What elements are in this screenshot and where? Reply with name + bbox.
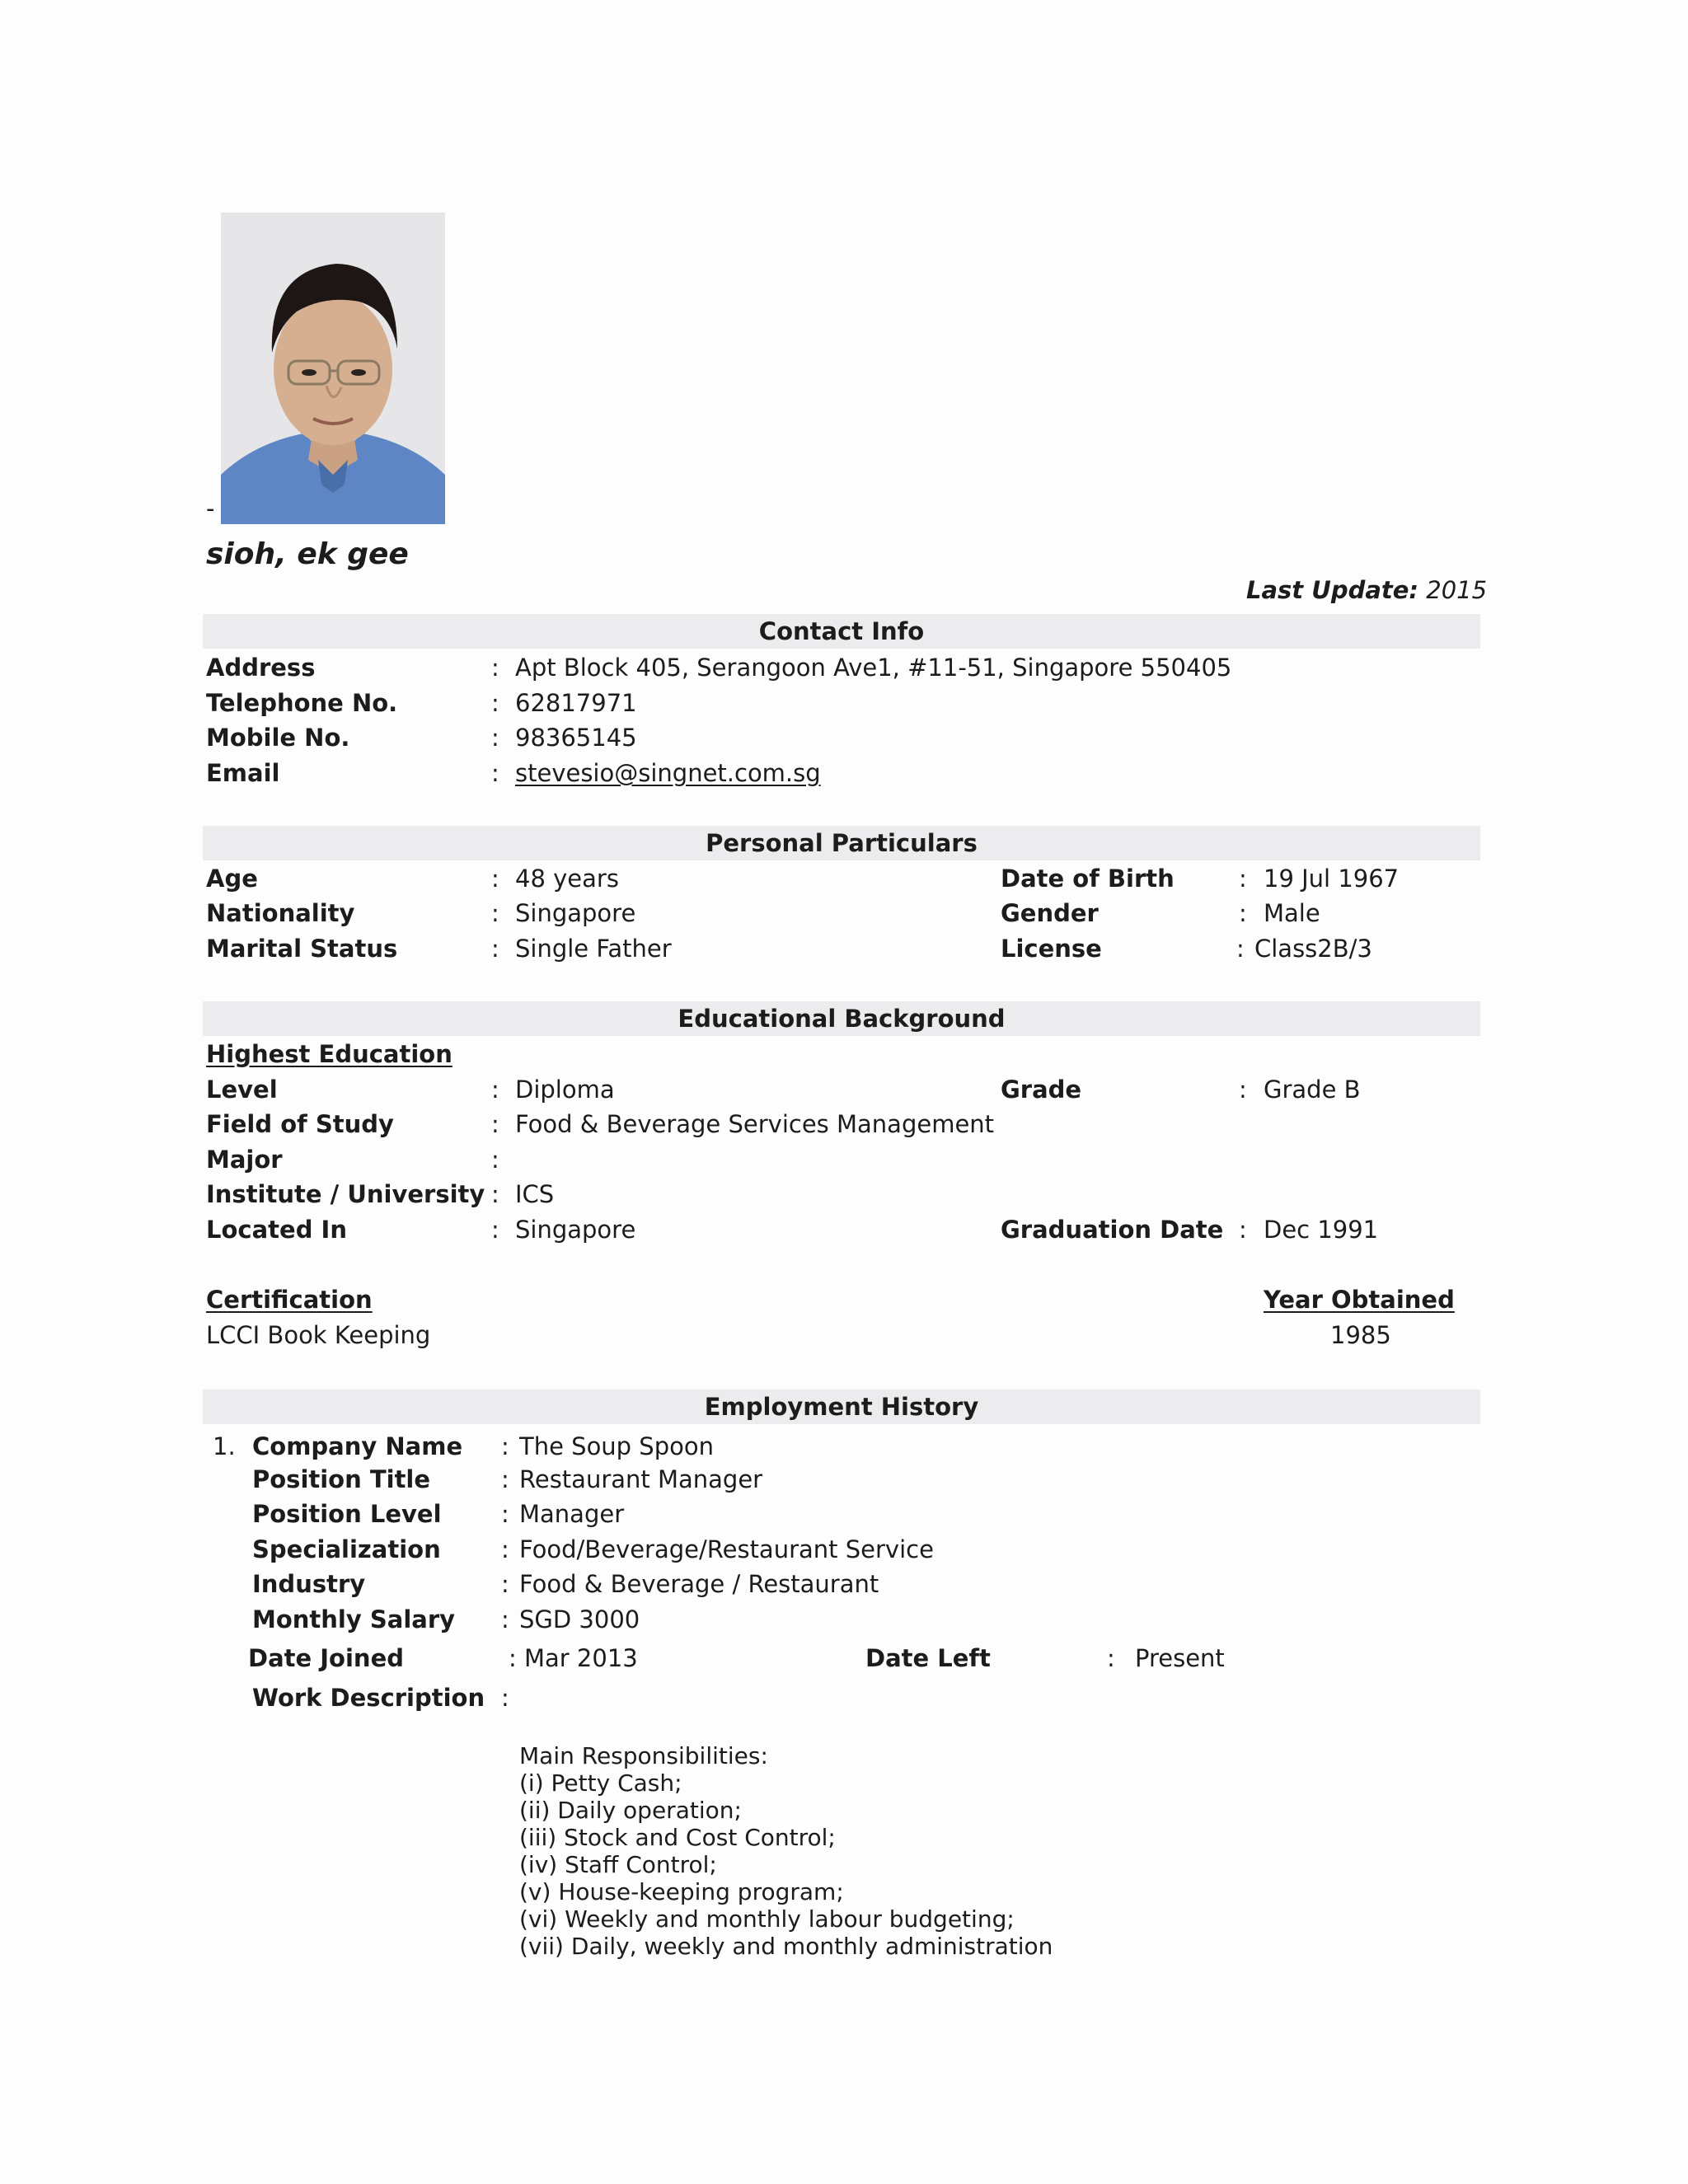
institute-value: ICS: [515, 1180, 555, 1208]
colon: :: [501, 1465, 509, 1493]
colon: :: [501, 1535, 509, 1563]
gender-label: Gender: [1001, 899, 1099, 927]
colon: :: [491, 759, 499, 787]
colon: :: [491, 865, 499, 893]
last-update: [1246, 576, 1488, 604]
email-label: Email: [206, 759, 280, 787]
major-label: Major: [206, 1146, 283, 1174]
last-update-value: 2015: [1426, 576, 1488, 604]
colon: :: [501, 1500, 509, 1528]
colon: :: [491, 724, 499, 752]
company-name-label: Company Name: [252, 1432, 463, 1460]
industry-value: Food & Beverage / Restaurant: [519, 1570, 879, 1598]
license-value: Class2B/3: [1254, 935, 1372, 963]
field-of-study-label: Field of Study: [206, 1110, 394, 1138]
mobile-value: 98365145: [515, 724, 637, 752]
field-of-study-value: Food & Beverage Services Management: [515, 1110, 995, 1138]
colon: :: [1239, 1216, 1247, 1244]
colon: :: [1236, 935, 1245, 963]
industry-label: Industry: [252, 1570, 366, 1598]
colon: :: [491, 1076, 499, 1104]
marital-status-label: Marital Status: [206, 935, 398, 963]
grade-label: Grade: [1001, 1076, 1082, 1104]
date-left-label: Date Left: [865, 1644, 991, 1672]
responsibilities-text: Main Responsibilities: (i) Petty Cash; (ii) Daily operation; (iii) Stock and Cost Control; (iv) Staff Control; (v) House-keeping program; (vi) Weekly and monthly labour budgeting; (vii) Daily, weekly and monthly administration: [519, 1742, 1053, 1960]
grade-value: Grade B: [1264, 1076, 1361, 1104]
specialization-label: Specialization: [252, 1535, 441, 1563]
level-value: Diploma: [515, 1076, 615, 1104]
email-link[interactable]: stevesio@singnet.com.sg: [515, 759, 821, 787]
gender-value: Male: [1264, 899, 1320, 927]
colon: :: [501, 1432, 509, 1460]
colon: :: [491, 1180, 499, 1208]
date-left-value: Present: [1135, 1644, 1225, 1672]
colon: :: [1239, 1076, 1247, 1104]
date-joined-label: Date Joined: [248, 1644, 404, 1672]
license-label: License: [1001, 935, 1102, 963]
nationality-label: Nationality: [206, 899, 355, 927]
specialization-value: Food/Beverage/Restaurant Service: [519, 1535, 934, 1563]
portrait-image: [221, 213, 445, 524]
dob-label: Date of Birth: [1001, 865, 1175, 893]
age-value: 48 years: [515, 865, 619, 893]
graduation-date-label: Graduation Date: [1001, 1216, 1224, 1244]
graduation-date-value: Dec 1991: [1264, 1216, 1379, 1244]
colon: :: [501, 1684, 509, 1712]
profile-photo: [221, 213, 445, 524]
monthly-salary-label: Monthly Salary: [252, 1605, 456, 1633]
marital-status-value: Single Father: [515, 935, 672, 963]
employment-index: 1.: [213, 1432, 236, 1460]
colon: :: [491, 689, 499, 717]
year-obtained-heading: Year Obtained: [1264, 1286, 1455, 1314]
institute-label: Institute / University: [206, 1180, 485, 1208]
colon: :: [491, 654, 499, 682]
colon: :: [1239, 865, 1247, 893]
located-in-label: Located In: [206, 1216, 347, 1244]
candidate-name: sioh, ek gee: [206, 537, 409, 571]
company-name-value: The Soup Spoon: [519, 1432, 714, 1460]
position-title-label: Position Title: [252, 1465, 431, 1493]
certificate-name: LCCI Book Keeping: [206, 1321, 431, 1349]
level-label: Level: [206, 1076, 278, 1104]
address-value: Apt Block 405, Serangoon Ave1, #11-51, Singapore 550405: [515, 654, 1232, 682]
nationality-value: Singapore: [515, 899, 636, 927]
colon: :: [501, 1570, 509, 1598]
contact-info-header: Contact Info: [203, 614, 1480, 649]
certificate-year: 1985: [1330, 1321, 1391, 1349]
position-title-value: Restaurant Manager: [519, 1465, 763, 1493]
colon: :: [491, 899, 499, 927]
dash-mark: -: [206, 494, 215, 523]
colon: :: [491, 1146, 499, 1174]
located-in-value: Singapore: [515, 1216, 636, 1244]
highest-education-heading: Highest Education: [206, 1040, 452, 1068]
date-joined-value: Mar 2013: [524, 1644, 638, 1672]
telephone-label: Telephone No.: [206, 689, 398, 717]
colon: :: [1107, 1644, 1115, 1672]
colon: :: [501, 1605, 509, 1633]
personal-particulars-header: Personal Particulars: [203, 826, 1480, 860]
colon: :: [1239, 899, 1247, 927]
certification-heading: Certification: [206, 1286, 373, 1314]
monthly-salary-value: SGD 3000: [519, 1605, 640, 1633]
educational-background-header: Educational Background: [203, 1001, 1480, 1036]
colon: :: [491, 935, 499, 963]
telephone-value: 62817971: [515, 689, 637, 717]
work-description-label: Work Description: [252, 1684, 485, 1712]
age-label: Age: [206, 865, 258, 893]
colon: :: [491, 1216, 499, 1244]
colon: :: [509, 1644, 517, 1672]
position-level-label: Position Level: [252, 1500, 442, 1528]
address-label: Address: [206, 654, 316, 682]
employment-history-header: Employment History: [203, 1390, 1480, 1424]
dob-value: 19 Jul 1967: [1264, 865, 1400, 893]
last-update-label: Last Update:: [1246, 576, 1419, 604]
mobile-label: Mobile No.: [206, 724, 350, 752]
position-level-value: Manager: [519, 1500, 625, 1528]
colon: :: [491, 1110, 499, 1138]
